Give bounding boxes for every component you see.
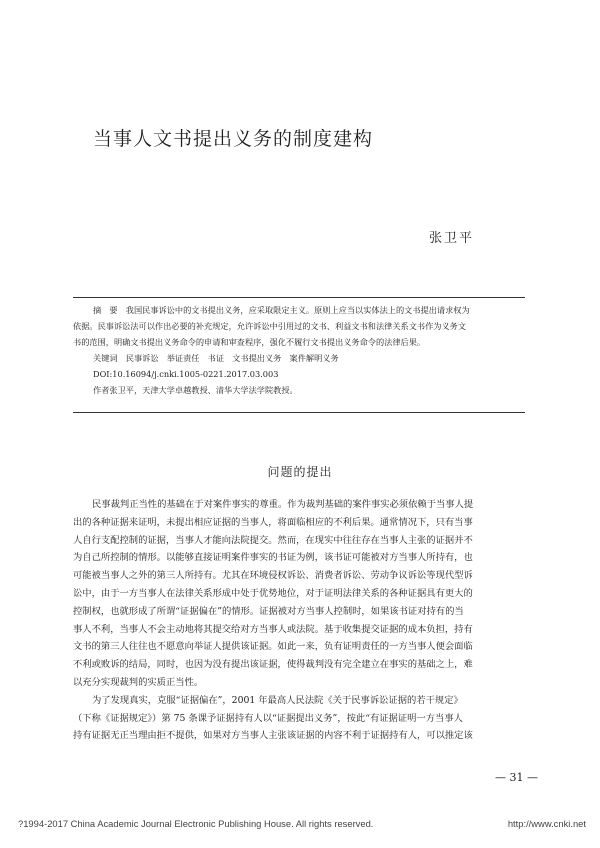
keywords-label: 关键词 bbox=[93, 353, 118, 363]
article-title: 当事人文书提出义务的制度建构 bbox=[93, 128, 374, 150]
abstract-line-2: 依据。民事诉讼法可以作出必要的补充规定，允许诉讼中引用过的文书、利益文书和法律关系文书作为义务文 bbox=[73, 321, 467, 331]
body-line: 可能被当事人之外的第三人所持有。尤其在环境侵权诉讼、消费者诉讼、劳动争议诉讼等现代型诉 bbox=[73, 570, 473, 582]
doi: DOI:10.16094/j.cnki.1005-0221.2017.03.003 bbox=[93, 369, 279, 379]
body-line: 事人不利，当事人不会主动地将其提交给对方当事人或法院。基于收集提交证据的成本负担，持有 bbox=[73, 623, 473, 635]
body-line: 民事裁判正当性的基础在于对案件事实的尊重。作为裁判基础的案件事实必须依赖于当事人提 bbox=[92, 499, 474, 510]
body-text bbox=[73, 496, 525, 745]
body-line: 持有证据无正当理由拒不提供，如果对方当事人主张该证据的内容不利于证据持有人，可以推定该 bbox=[73, 730, 473, 742]
body-line: 为自己所控制的情形。以能够直接证明案件事实的书证为例，该书证可能被对方当事人所持有，也 bbox=[73, 552, 473, 564]
keywords-text: 民事诉讼 举证责任 书证 文书提出义务 案件解明义务 bbox=[125, 353, 339, 363]
author-note: 作者张卫平，天津大学卓越教授、清华大学法学院教授。 bbox=[93, 385, 298, 395]
body-line: 文书的第三人往往也不愿意向举证人提供该证据。如此一来，负有证明责任的一方当事人便会面临 bbox=[73, 641, 473, 653]
abstract-top-rule bbox=[73, 297, 525, 298]
page-footer bbox=[18, 818, 586, 829]
body-line: 不利或败诉的结局，同时，也因为没有提出该证据，使得裁判没有完全建立在事实的基础之上，难 bbox=[73, 659, 473, 671]
body-line: 出的各种证据来证明，未提出相应证据的当事人，将面临相应的不利后果。通常情况下，只有当事 bbox=[73, 516, 473, 528]
abstract-text-1: 我国民事诉讼中的文书提出义务，应采取限定主义。原则上应当以实体法上的文书提出请求权为 bbox=[125, 305, 470, 315]
copyright-notice: ?1994-2017 China Academic Journal Electronic Publishing House. All rights reserved. bbox=[18, 818, 374, 829]
author-name: 张卫平 bbox=[428, 231, 474, 246]
page-number: — 31 — bbox=[495, 771, 538, 784]
body-line: 为了发现真实，克服“证据偏在”，2001 年最高人民法院《关于民事诉讼证据的若干规定》 bbox=[92, 694, 463, 706]
body-line: 人自行支配控制的证据，当事人才能向法院提交。然而，在现实中往往存在当事人主张的证据并不 bbox=[73, 534, 473, 546]
abstract-line-3: 书的范围，明确文书提出义务命令的申请和审查程序，强化不履行文书提出义务命令的法律后果。 bbox=[73, 337, 426, 347]
body-line: 讼中，由于一方当事人在法律关系形成中处于优势地位，对于证明法律关系的各种证据具有更大的 bbox=[73, 587, 473, 599]
section-heading: 问题的提出 bbox=[267, 465, 333, 479]
keywords-line bbox=[73, 350, 525, 366]
body-line: （下称《证据规定》）第 75 条课予证据持有人以“证据提出义务”，按此“有证据证明一方当事人 bbox=[73, 712, 463, 724]
abstract-block bbox=[73, 302, 525, 398]
abstract-line-1 bbox=[73, 302, 525, 318]
body-line: 以充分实现裁判的实质正当性。 bbox=[73, 676, 204, 688]
body-line: 控制权，也就形成了所谓“证据偏在”的情形。证据被对方当事人控制时，如果该书证对持有的当 bbox=[73, 605, 464, 617]
abstract-label: 摘 要 bbox=[93, 305, 118, 315]
footer-url: http://www.cnki.net bbox=[507, 818, 586, 829]
abstract-bottom-rule bbox=[73, 412, 525, 413]
